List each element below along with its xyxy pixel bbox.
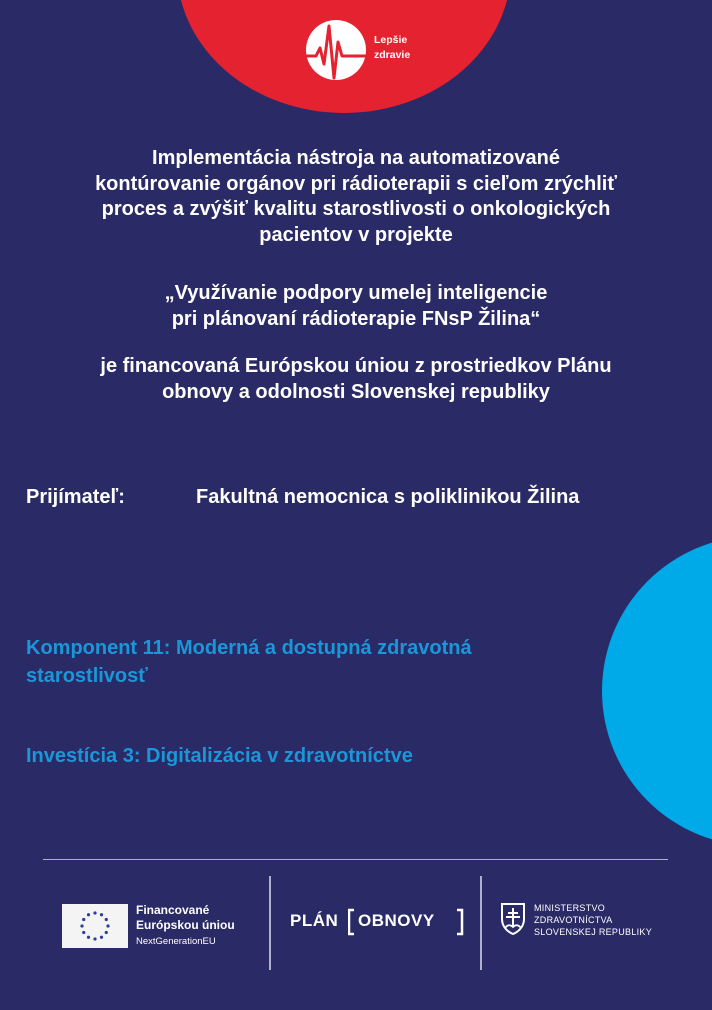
investment-heading: Investícia 3: Digitalizácia v zdravotníctve (26, 745, 413, 767)
blue-circle-decoration (602, 536, 712, 846)
funding-line: je financovaná Európskou úniou z prostriedkov Plánu (100, 355, 612, 377)
logo-line-1: Lepšie (374, 34, 408, 46)
plan-word: PLÁN (290, 911, 339, 930)
component-line: Komponent 11: Moderná a dostupná zdravotná (26, 637, 472, 659)
ministry-line: MINISTERSTVO (534, 903, 606, 913)
eu-star (105, 918, 108, 921)
ministry-logo (534, 902, 652, 938)
eu-star (82, 918, 85, 921)
component-line: starostlivosť (26, 665, 148, 687)
intro-line: pacientov v projekte (259, 223, 453, 246)
eu-star (93, 911, 96, 914)
eu-star (82, 931, 85, 934)
eu-star (105, 931, 108, 934)
project-title-line: „Využívanie podpory umelej inteligencie (164, 282, 548, 304)
eu-star (106, 924, 109, 927)
ministry-line: SLOVENSKEJ REPUBLIKY (534, 927, 653, 937)
eu-text-line: Financované (136, 903, 210, 917)
obnovy-word: OBNOVY (358, 911, 435, 930)
funding-line: obnovy a odolnosti Slovenskej republiky (162, 380, 550, 403)
eu-star (93, 937, 96, 940)
footer-separator (269, 876, 271, 970)
eu-star (87, 913, 90, 916)
footer-divider (43, 859, 668, 860)
eu-flag-icon (62, 904, 128, 948)
intro-line: proces a zvýšiť kvalitu starostlivosti o onkologických (101, 198, 611, 220)
ministry-line: ZDRAVOTNÍCTVA (534, 915, 613, 925)
logo-line-2: zdravie (374, 49, 411, 61)
eu-funding-logo (136, 903, 235, 949)
project-description (20, 146, 692, 248)
next-generation-eu-label: NextGenerationEU (136, 936, 216, 947)
funding-statement (20, 354, 692, 405)
project-title (20, 281, 692, 332)
eu-star (87, 936, 90, 939)
recipient-value: Fakultná nemocnica s poliklinikou Žilina (196, 486, 580, 508)
footer-separator (480, 876, 482, 970)
project-title-line: pri plánovaní rádioterapie FNsP Žilina“ (171, 307, 541, 330)
intro-line: Implementácia nástroja na automatizované (152, 147, 560, 169)
eu-star (100, 936, 103, 939)
slovak-coat-of-arms-icon (500, 902, 526, 936)
lepsie-zdravie-logo (298, 12, 428, 86)
eu-star (100, 913, 103, 916)
component-heading (26, 634, 606, 690)
intro-line: kontúrovanie orgánov pri rádioterapii s cieľom zrýchliť (95, 172, 617, 195)
recipient-label: Prijímateľ: (26, 486, 125, 508)
heartbeat-logo-icon (298, 12, 372, 86)
eu-text-line: Európskou úniou (136, 918, 235, 932)
eu-star (80, 924, 83, 927)
